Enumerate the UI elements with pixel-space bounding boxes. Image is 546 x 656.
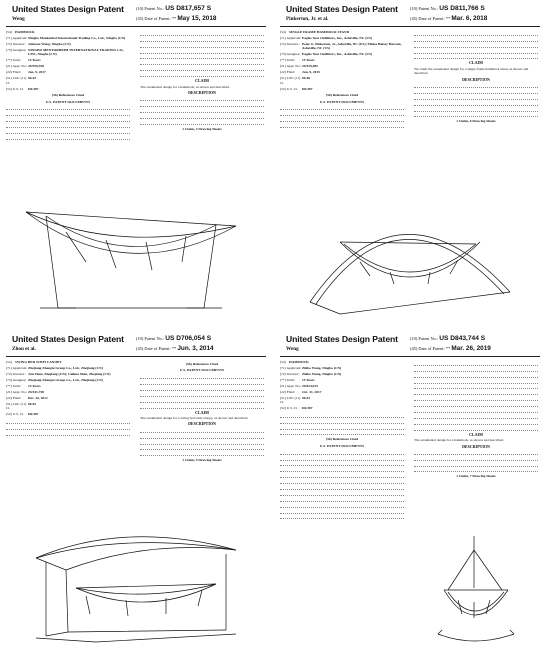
bibliographic-column: (54) SINGLE FRAME HAMMOCK STAND (71) Applicant: Eagles Nest Outfitters, Inc., Asheville, NC (US) (72) Inventor: Peter G. Pinkerton, Jr., Asheville, NC (US); Elisha Halsey Hersom, Asheville, NC (US) (73) Assignee: Eagles Nest Outfitters, Inc., Asheville, NC (US) (**) Term: 15 Years (21) Appl. No.: 29/529,585 (22) Filed: Jun. 9, 2015 (51) LOC (11) Cl. 06-06 (52) U.S. Cl. D6/387 (56) References Cited U.S. PATENT DOCUMENTS	[280, 30, 404, 129]
patent-header	[6, 334, 266, 357]
sheet-count: 1 Claim, 5 Drawing Sheets	[182, 458, 222, 463]
patent-date: (45) Date of Patent: ** Mar. 6, 2018	[410, 15, 488, 22]
sheet-count: 1 Claim, 6 Drawing Sheets	[456, 119, 496, 124]
claim-text: The ornamental design for a hammock, as shown and described.	[414, 438, 504, 443]
patent-panel	[280, 4, 540, 322]
sheet-count: 1 Claim, 3 Drawing Sheets	[182, 126, 222, 131]
claim-text: The ornamental design for a hammock, as shown and described.	[140, 84, 230, 89]
patent-title: United States Design Patent	[12, 4, 124, 14]
patent-inventor: Weng	[12, 16, 25, 22]
patent-number: (10) Patent No.: US D811,766 S	[410, 5, 485, 12]
patent-header	[280, 334, 540, 357]
hammock-drawing	[6, 192, 266, 322]
claim-text: We claim the ornamental design for a single frame hammock stand, as shown and described.	[414, 66, 529, 76]
claim-column	[414, 30, 538, 124]
patent-number: (10) Patent No.: US D817,657 S	[136, 5, 212, 12]
bibliographic-column: (54) HAMMOCK (71) Applicant: Zhibo Weng, Ningbo (CN) (72) Inventor: Zhibo Weng, Ningbo (CN) (**) Term: 15 Years (21) Appl. No.: 29/624,615 (22) Filed: Oct. 31, 2017 (51) LOC (11) Cl. 06-01 (52) U.S. Cl. D6/387 (56) References Cited U.S. PATENT DOCUMENTS	[280, 360, 404, 520]
patent-title: United States Design Patent	[12, 334, 124, 344]
swing-bed-drawing	[6, 518, 266, 652]
claim-column	[140, 30, 264, 131]
item-title: SWING BED WITH CANOPY	[15, 360, 62, 364]
item-title: HAMMOCK	[15, 30, 35, 34]
patent-title: United States Design Patent	[286, 334, 398, 344]
bibliographic-column: (54) SWING BED WITH CANOPY (71) Applicant: Zhejiang Zhengte Group Co., Ltd., Zhejiang (CN) (72) Inventor: Jun Zhou, Zhejiang (CN); Caihua Shen, Zhejiang (CN) (73) Assignee: Zhejiang Zhengte Group Co., Ltd., Zhejiang (CN) (**) Term: 14 Years (21) Appl. No.: 29/441,758 (22) Filed: Dec. 26, 2012 (51) LOC (11) Cl. 06-02 (52) U.S. Cl. D6/387	[6, 360, 130, 436]
patent-date: (45) Date of Patent: ** Mar. 26, 2019	[410, 345, 491, 352]
claim-heading: CLAIM	[469, 431, 483, 437]
item-title: SINGLE FRAME HAMMOCK STAND	[289, 30, 350, 34]
patent-header	[6, 4, 266, 27]
patent-inventor: Zhou et al.	[12, 346, 36, 352]
patent-header	[280, 4, 540, 27]
claim-column: (56) References Cited U.S. PATENT DOCUMENTS CLAIM The ornamental design for a swing bed with canopy, as shown and described. DESCRIPTION 1 Claim, 5 Drawing Sheets	[140, 360, 264, 463]
item-title: HAMMOCK	[289, 360, 309, 364]
patent-inventor: Weng	[286, 346, 299, 352]
patent-number: (10) Patent No.: US D843,744 S	[410, 335, 486, 342]
patent-date: (45) Date of Patent: ** Jun. 3, 2014	[136, 345, 214, 352]
claim-heading: CLAIM	[195, 78, 209, 84]
claim-column	[414, 360, 538, 479]
patent-number: (10) Patent No.: US D706,054 S	[136, 335, 212, 342]
patent-inventor: Pinkerton, Jr. et al.	[286, 16, 329, 22]
claim-heading: CLAIM	[469, 60, 483, 66]
description-heading: DESCRIPTION	[188, 421, 216, 427]
description-heading: DESCRIPTION	[462, 76, 490, 82]
claim-heading: CLAIM	[195, 409, 209, 415]
bibliographic-column: (54) HAMMOCK (71) Applicant: Ningbo Menkenhol International Trading Co., Ltd., Ningbo (CN) (72) Inventor: Johnson Weng, Ningbo (CN) (73) Assignee: NINGBO MENTORHEIM INTERNATIONAL TRADING CO., LTD., Ningbo (CN) (**) Term: 15 Years (21) Appl. No.: 29/590,358 (22) Filed: Jan. 9, 2017 (51) LOC (11) Cl. 06-02 (52) U.S. Cl. D6/387 (56) References Cited U.S. PATENT DOCUMENTS	[6, 30, 130, 140]
patent-panel	[6, 334, 266, 652]
hammock-stand-drawing	[280, 192, 540, 322]
chair-hammock-drawing	[418, 530, 538, 650]
description-heading: DESCRIPTION	[462, 443, 490, 449]
patent-panel	[280, 334, 540, 652]
patent-date: (45) Date of Patent: ** May 15, 2018	[136, 15, 217, 22]
description-heading: DESCRIPTION	[188, 89, 216, 95]
patent-title: United States Design Patent	[286, 4, 398, 14]
sheet-count: 1 Claim, 7 Drawing Sheets	[456, 474, 496, 479]
claim-text: The ornamental design for a swing bed with canopy, as shown and described.	[140, 416, 249, 421]
patent-panel	[6, 4, 266, 322]
